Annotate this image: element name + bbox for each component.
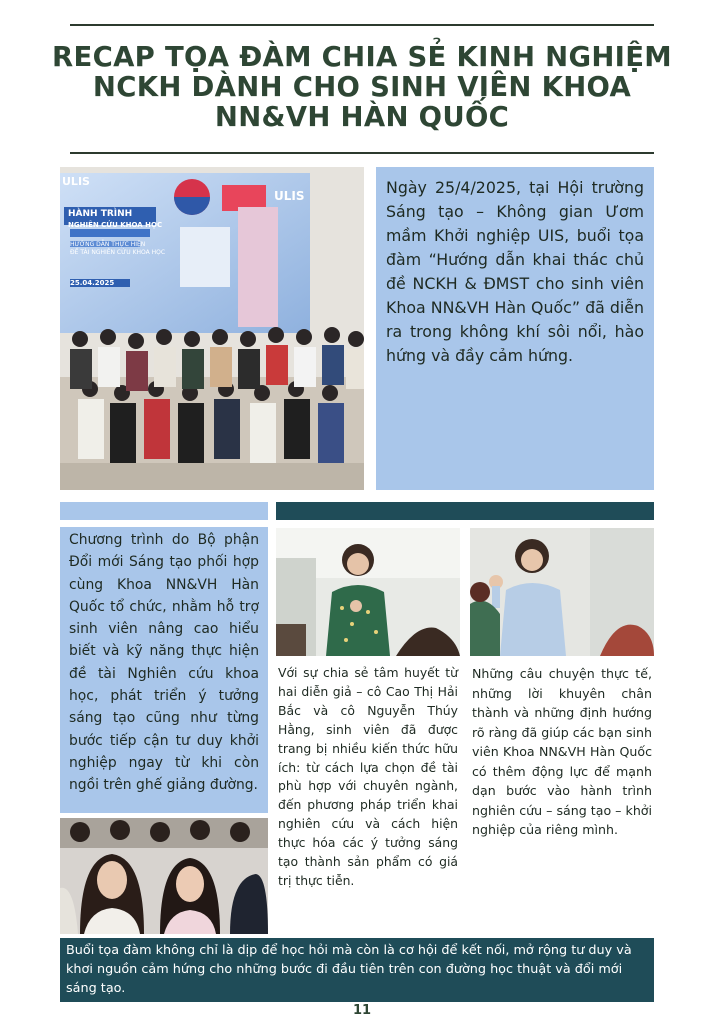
stories-text: Những câu chuyện thực tế, những lời khuyên chân thành và những định hướng rõ ràng đã giúp các bạn sinh viên Khoa NN&VH Hàn Quốc có thêm động lực để mạnh dạn bước vào hành trình nghiên cứu – sáng tạo – khởi nghiệp của riêng mình. (472, 666, 652, 837)
banner-heading-1: HÀNH TRÌNH (68, 209, 133, 219)
title-line-1: RECAP TỌA ĐÀM CHIA SẺ KINH NGHIỆM (52, 41, 672, 73)
intro-panel (376, 167, 654, 490)
closing-text: Buổi tọa đàm không chỉ là dịp để học hỏi mà còn là cơ hội để kết nối, mở rộng tư duy và khơi nguồn cảm hứng cho những bước đi đầu tiên trên con đường học thuật và đổi mới sáng tạo. (66, 943, 632, 996)
group-photo (60, 167, 364, 490)
page-title (30, 42, 694, 132)
closing-banner (60, 938, 654, 1002)
speaker-photo-2 (470, 528, 654, 656)
title-line-3: NN&VH HÀN QUỐC (214, 101, 510, 133)
banner-logo-small: ULIS (62, 175, 90, 188)
top-rule (70, 24, 654, 26)
title-line-2: NCKH DÀNH CHO SINH VIÊN KHOA (92, 71, 632, 103)
banner-heading-2: NGHIÊN CỨU KHOA HỌC (68, 221, 163, 229)
program-panel (60, 527, 268, 813)
top-teal-strip (276, 502, 654, 520)
page-number: 11 (352, 1003, 372, 1018)
intro-text: Ngày 25/4/2025, tại Hội trường Sáng tạo – Không gian Ươm mầm Khởi nghiệp UIS, buổi tọa đàm “Hướng dẫn khai thác chủ đề NCKH & ĐMST cho sinh viên Khoa NN&VH Hàn Quốc” đã diễn ra trong không khí sôi nổi, hào hứng và đầy cảm hứng. (386, 178, 644, 365)
speaker-photo-1-illustration (276, 528, 460, 656)
speakers-text: Với sự chia sẻ tâm huyết từ hai diễn giả – cô Cao Thị Hải Bắc và cô Nguyễn Thúy Hằng, sinh viên đã được trang bị nhiều kiến thức hữu ích: từ cách lựa chọn đề tài phù hợp với chuyên ngành, đến phương pháp triển khai nghiên cứu và cách hiện thực hóa các ý tưởng sáng tạo thành sản phẩm có giá trị thực tiễn. (278, 665, 458, 888)
speaker-photo-2-illustration (470, 528, 654, 656)
program-text: Chương trình do Bộ phận Đổi mới Sáng tạo phối hợp cùng Khoa NN&VH Hàn Quốc tổ chức, nhằm hỗ trợ sinh viên nâng cao hiểu biết và kỹ năng thực hiện đề tài Nghiên cứu khoa học, phát triển ý tưởng sáng tạo cũng như từng bước tiếp cận tư duy khởi nghiệp ngay từ khi còn ngồi trên ghế giảng đường. (69, 532, 259, 794)
left-blue-strip (60, 502, 268, 520)
title-underline-rule (70, 152, 654, 154)
banner-logo-main: ULIS (274, 189, 305, 203)
audience-photo-illustration (60, 818, 268, 934)
banner-sub-2: ĐỀ TÀI NGHIÊN CỨU KHOA HỌC (70, 249, 166, 256)
banner-sub-1: HƯỚNG DẪN THỰC HIỆN (70, 241, 146, 248)
banner-date: 25.04.2025 (70, 279, 115, 287)
speaker-photo-1 (276, 528, 460, 656)
audience-photo (60, 818, 268, 934)
